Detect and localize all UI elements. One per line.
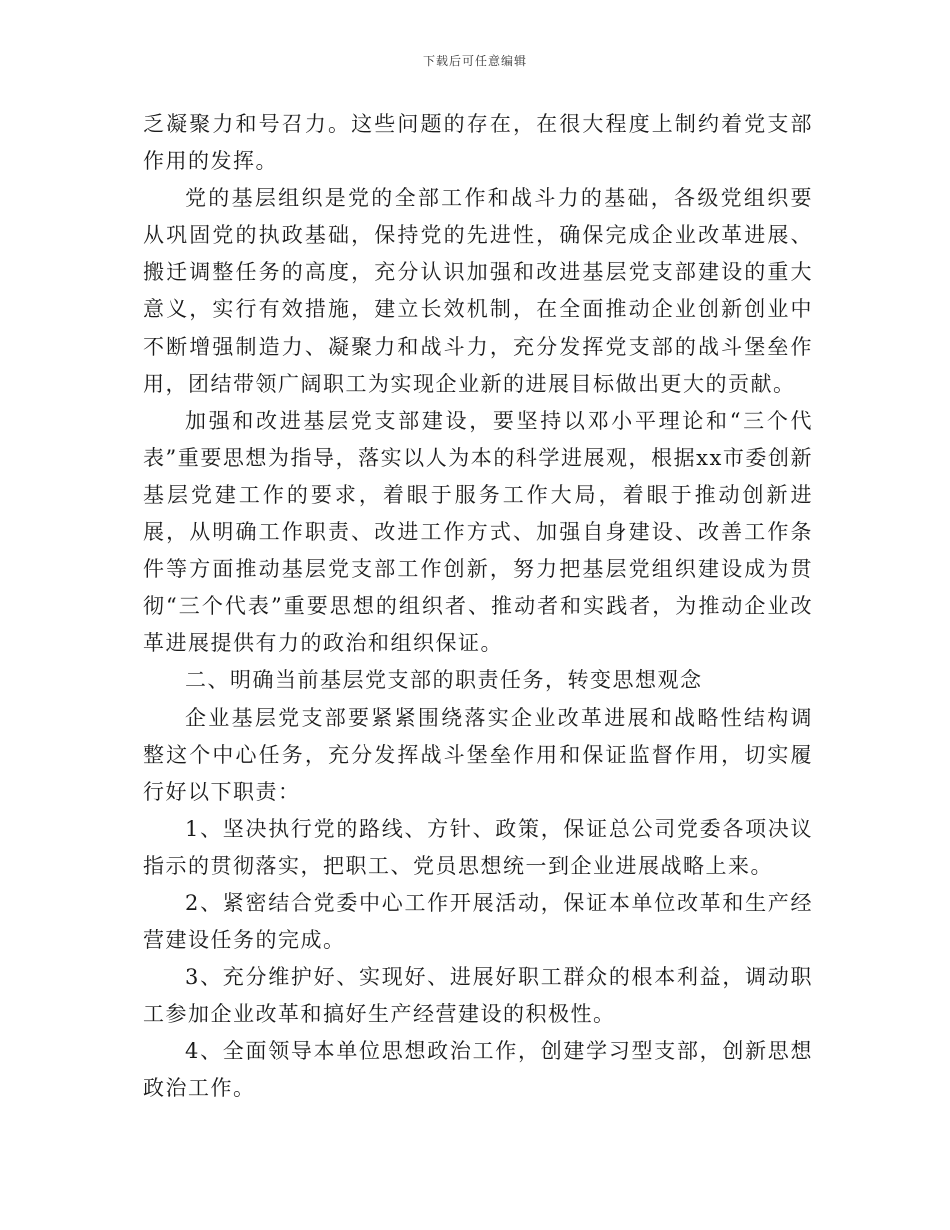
list-item-1: 1、坚决执行党的路线、方针、政策，保证总公司党委各项决议指示的贯彻落实，把职工、党员思想统一到企业进展战略上来。 <box>143 816 813 878</box>
paragraph-4: 企业基层党支部要紧紧围绕落实企业改革进展和战略性结构调整这个中心任务，充分发挥战斗堡垒作用和保证监督作用，切实履行好以下职责： <box>143 705 813 804</box>
paragraph-3: 加强和改进基层党支部建设，要坚持以邓小平理论和“三个代表”重要思想为指导，落实以人为本的科学进展观，根据xx市委创新基层党建工作的要求，着眼于服务工作大局，着眼于推动创新进展，从明确工作职责、改进工作方式、加强自身建设、改善工作条件等方面推动基层党支部工作创新，努力把基层党组织建设成为贯彻“三个代表”重要思想的组织者、推动者和实践者，为推动企业改革进展提供有力的政治和组织保证。 <box>143 408 813 656</box>
list-item-4: 4、全面领导本单位思想政治工作，创建学习型支部，创新思想政治工作。 <box>143 1039 813 1101</box>
paragraph-1: 乏凝聚力和号召力。这些问题的存在，在很大程度上制约着党支部作用的发挥。 <box>143 112 813 174</box>
page-header: 下载后可任意编辑 <box>422 54 527 68</box>
section-heading: 二、明确当前基层党支部的职责任务，转变思想观念 <box>185 668 703 693</box>
list-item-3: 3、充分维护好、实现好、进展好职工群众的根本利益，调动职工参加企业改革和搞好生产经营建设的积极性。 <box>143 965 813 1027</box>
list-item-2: 2、紧密结合党委中心工作开展活动，保证本单位改革和生产经营建设任务的完成。 <box>143 890 813 953</box>
document-body <box>143 106 813 1108</box>
paragraph-2: 党的基层组织是党的全部工作和战斗力的基础，各级党组织要从巩固党的执政基础，保持党的先进性，确保完成企业改革进展、搬迁调整任务的高度，充分认识加强和改进基层党支部建设的重大意义，实行有效措施，建立长效机制，在全面推动企业创新创业中不断增强制造力、凝聚力和战斗力，充分发挥党支部的战斗堡垒作用，团结带领广阔职工为实现企业新的进展目标做出更大的贡献。 <box>143 186 813 396</box>
